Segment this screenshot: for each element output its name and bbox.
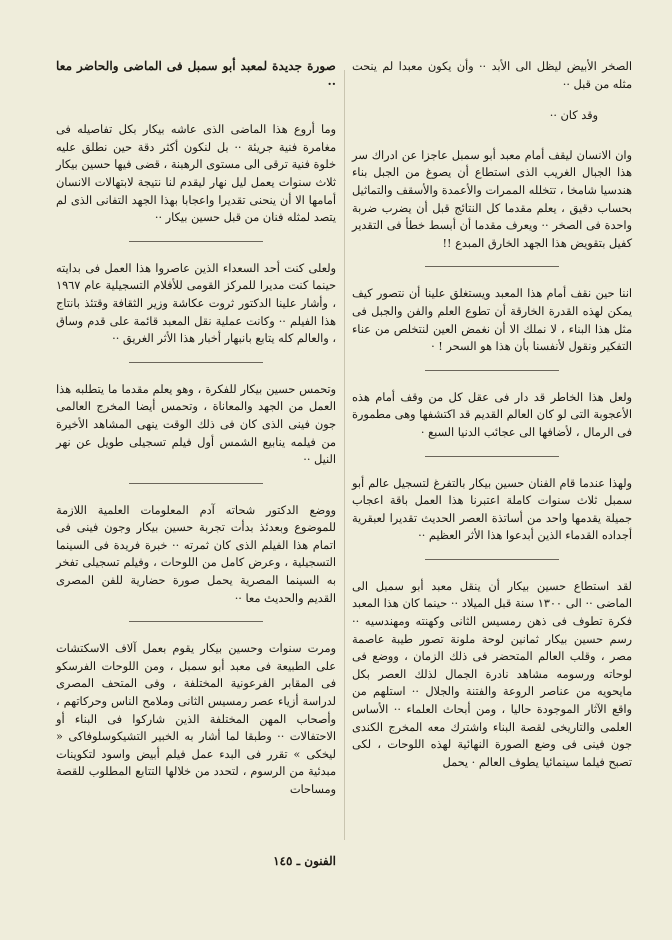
right-column [352, 58, 632, 785]
paragraph: وان الانسان ليقف أمام معبد أبو سمبل عاجزا عن ادراك سر هذا الجبال الغريب الذى استطاع أن يصوغ من الجبل بناء هندسيا شامخا ، تتخلله الممرات والأعمدة والأسقف والتماثيل بحساب دقيق ، يعلم مقدما كل النتائج قبل أن يضرب ضربة واحدة فى الصخر ·· ويعرف مقدما أن أبسط خطأ فى التقدير كفيل بتقويض هذا الجهد الخارق المبدع !! [352, 148, 632, 250]
subheading: وقد كان ·· [549, 109, 598, 123]
section-rule [129, 241, 263, 242]
left-column [56, 58, 336, 813]
paragraph: اننا حين نقف أمام هذا المعبد ويستغلق علينا أن نتصور كيف يمكن لهذه القدرة الخارقة أن تطوع العلم والفن والجبل فى مثل هذا البناء ، لا نملك الا أن نغمض العين لنتخلص من عناء التفكير ونقول لأنفسنا بأن هذا هو السحر ! · [352, 287, 632, 354]
section-rule [129, 362, 263, 363]
paragraph: ومرت سنوات وحسين بيكار يقوم بعمل آلاف الاسكتشات على الطبيعة فى معبد أبو سمبل ، ومن اللوحات الفرسكو فى المقابر الفرعونية المختلفة ، وفى المتحف المصرى لدراسة أزياء عصر رمسيس الثانى وملامح الناس وحركاتهم ، وأصحاب المهن المختلفة الذين شاركوا فى البناء أو الاحتفالات ·· وطبقا لما أشار به الخبير التشيكوسلوفاكى « ليخكى » تقرر فى البدء عمل فيلم أبيض واسود لتكوينات مبدئية من الرسوم ، لتحدد من خلالها التتابع المطلوب للقصة ومساحات [56, 642, 336, 796]
paragraph: وتحمس حسين بيكار للفكرة ، وهو يعلم مقدما ما يتطلبه هذا العمل من الجهد والمعاناة ، وتحمس أيضا المخرج العالمى جون فينى الذى كان فى ذلك الوقت ينهى المشاهد الأخيرة من فيلمه ينابيع الشمس أول فيلم تسجيلى طويل عن نهر النيل ·· [56, 382, 336, 467]
paragraph: الصخر الأبيض ليظل الى الأبد ·· وأن يكون معبدا لم ينحت مثله من قبل ·· [352, 60, 632, 91]
section-heading: صورة جديدة لمعبد أبو سمبل فى الماضى والحاضر معا ·· [56, 59, 336, 91]
section-rule [129, 621, 263, 622]
paragraph: لقد استطاع حسين بيكار أن ينقل معبد أبو سمبل الى الماضى ·· الى ١٣٠٠ سنة قبل الميلاد ·· حينما كان هذا المعبد فكرة تطوف فى ذهن رمسيس الثانى وكهنته ومهندسيه ·· رسم حسين بيكار ثمانين لوحة ملونة تصور طيبة عاصمة مصر ، وقلب العالم المتحضر فى ذلك الزمان ، ووضع فى لوحاته ورسومه مشاهد نادرة الجمال لذلك العصر بكل مايحويه من عناصر الروعة والفتنة والجلال ·· استلهم من واقع الآثار الموجودة حاليا ، ومن أبحاث العلماء ·· الأساس العلمى والتاريخى لقصة البناء واشترك معه المخرج الكندى جون فينى فى وضع الصورة النهائية لهذه اللوحات ، لكى تصبح فيلما سينمائيا يطوف العالم · يحمل [352, 579, 632, 769]
page-footer: الفنون ـ ١٤٥ [273, 854, 336, 868]
section-rule [425, 266, 559, 267]
section-rule [425, 559, 559, 560]
paragraph: ووضع الدكتور شحاته آدم المعلومات العلمية اللازمة للموضوع وبعدئذ بدأت تجربة حسين بيكار وجون فينى فى اتمام هذا الفيلم الذى كان ثمرته ·· خبرة فريدة فى السينما التسجيلية ، وعرض كامل من اللوحات ، وفيلم تسجيلى تفخر به السينما المصرية يحمل صورة حضارية للفن المصرى القديم والحديث معا ·· [56, 503, 336, 605]
section-rule [129, 483, 263, 484]
paragraph: ولهذا عندما قام الفنان حسين بيكار بالتفرغ لتسجيل عالم أبو سمبل ثلاث سنوات كاملة اعتبرنا هذا العمل باقة اعجاب جميلة يقدمها واحد من أساتذة العصر الحديث تقديرا لعبقرية أجداده القدماء الذين أبدعوا هذا الأثر العظيم ·· [352, 476, 632, 543]
paragraph: وما أروع هذا الماضى الذى عاشه بيكار بكل تفاصيله فى مغامرة فنية جريئة ·· بل لنكون أكثر دقة حين نطلق عليه خلوة فنية ترقى الى مستوى الرهبنة ، قضى فيها حسين بيكار ثلاث سنوات يعمل ليل نهار ليقدم لنا نتيجة لابتهالات الانسان أمامها الا أن ينحنى تقديرا واعجابا بهذا الجهد التفانى الذى لم يتصد لمثله فنان من قبل حسين بيكار ·· [56, 123, 336, 225]
section-rule [425, 370, 559, 371]
paragraph: ولعلى كنت أحد السعداء الذين عاصروا هذا العمل فى بدايته حينما كنت مديرا للمركز القومى للأفلام التسجيلية عام ١٩٦٧ ، وأشار علينا الدكتور ثروت عكاشة وزير الثقافة وقتئذ بانتاج هذا الفيلم ·· وكانت عملية نقل المعبد قائمة على قدم وساق ، والعالم كله يتابع بانبهار أخبار هذا الأثر الغريق ·· [56, 261, 336, 346]
column-divider [344, 70, 345, 840]
section-rule [425, 456, 559, 457]
paragraph: ولعل هذا الخاطر قد دار فى عقل كل من وقف أمام هذه الأعجوبة التى لو كان العالم القديم قد اكتشفها وهى مطمورة فى الرمال ، لأضافها الى عجائب الدنيا السبع · [352, 390, 632, 439]
